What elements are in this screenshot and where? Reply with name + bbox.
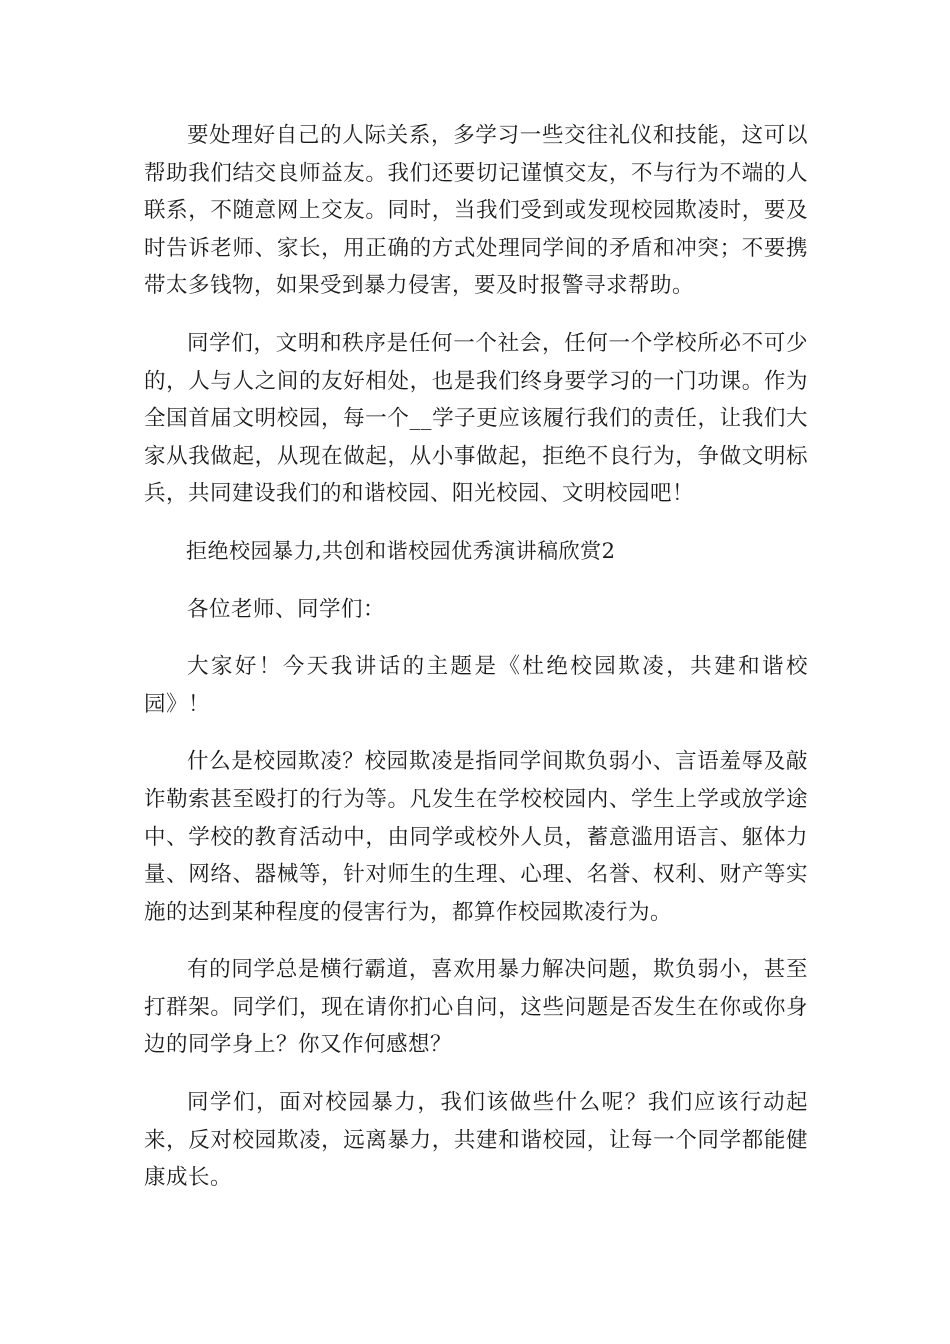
paragraph-action-call: 同学们，面对校园暴力，我们该做些什么呢？我们应该行动起来，反对校园欺凌，远离暴力，共建和谐校园，让每一个同学都能健康成长。 [144,1090,808,1191]
paragraph-bullying-definition: 什么是校园欺凌？校园欺凌是指同学间欺负弱小、言语羞辱及敲诈勒索甚至殴打的行为等。凡发生在学校校园内、学生上学或放学途中、学校的教育活动中，由同学或校外人员，蓄意滥用语言、躯体力量、网络、器械等，针对师生的生理、心理、名誉、权利、财产等实施的达到某种程度的侵害行为，都算作校园欺凌行为。 [144,749,808,925]
paragraph-interpersonal-advice: 要处理好自己的人际关系，多学习一些交往礼仪和技能，这可以帮助我们结交良师益友。我们还要切记谨慎交友，不与行为不端的人联系，不随意网上交友。同时，当我们受到或发现校园欺凌时，要及时告诉老师、家长，用正确的方式处理同学间的矛盾和冲突；不要携带太多钱物，如果受到暴力侵害，要及时报警寻求帮助。 [144,123,808,299]
section-title: 拒绝校园暴力,共创和谐校园优秀演讲稿欣赏2 [186,538,616,563]
paragraph-civility-call: 同学们，文明和秩序是任何一个社会，任何一个学校所必不可少的，人与人之间的友好相处，也是我们终身要学习的一门功课。作为全国首届文明校园，每一个__学子更应该履行我们的责任，让我们大家从我做起，从现在做起，从小事做起，拒绝不良行为，争做文明标兵，共同建设我们的和谐校园、阳光校园、文明校园吧！ [144,330,808,507]
document-body [144,117,808,1217]
salutation: 各位老师、同学们： [187,596,386,622]
paragraph-reflection: 有的同学总是横行霸道，喜欢用暴力解决问题，欺负弱小，甚至打群架。同学们，现在请你扪心自问，这些问题是否发生在你或你身边的同学身上？你又作何感想？ [144,957,808,1058]
paragraph-greeting-topic: 大家好！今天我讲话的主题是《杜绝校园欺凌，共建和谐校园》！ [144,654,808,717]
